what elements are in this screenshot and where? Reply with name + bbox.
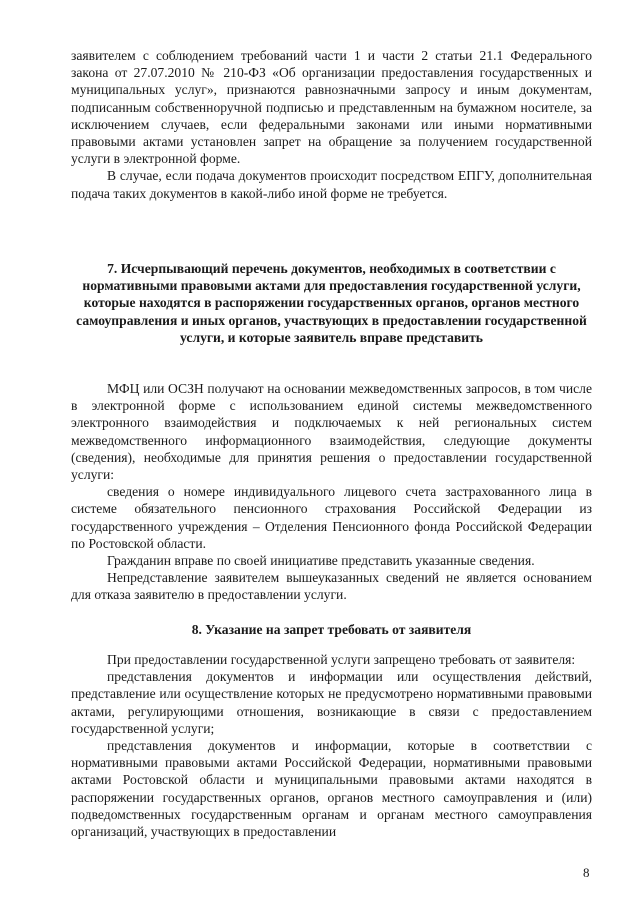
paragraph-prohibition-1: представления документов и информации или осуществления действий, представление или осуществление которых не предусмотрено нормативными правовыми актами, регулирующими отношения, возникающие в связи с предоставлением государственной услуги; bbox=[71, 669, 592, 736]
paragraph-continuation: заявителем с соблюдением требований части 1 и части 2 статьи 21.1 Федерального закона от 27.07.2010 № 210-ФЗ «Об организации предоставления государственных и муниципальных услуг», признаются равнозначными запросу и иным документам, подписанным собственноручной подписью и представленным на бумажном носителе, за исключением случаев, если федеральными законами или иными нормативными правовыми актами установлен запрет на обращение за получением государственной услуги в электронной форме. bbox=[71, 48, 592, 167]
section-8-heading: 8. Указание на запрет требовать от заявителя bbox=[191, 622, 472, 637]
paragraph-non-submission: Непредставление заявителем вышеуказанных сведений не является основанием для отказа заявителю в предоставлении услуги. bbox=[71, 570, 592, 603]
paragraph-prohibition-2: представления документов и информации, которые в соответствии с нормативными правовыми актами Российской Федерации, нормативными правовыми актами Ростовской области и муниципальными правовыми актами находятся в распоряжении государственных органов, органов местного самоуправления и (или) подведомственных государственным органам и органам местного самоуправления организаций, участвующих в предоставлении bbox=[71, 738, 592, 840]
intro-text bbox=[71, 47, 592, 202]
section-7-heading: 7. Исчерпывающий перечень документов, необходимых в соответствии с нормативными правовыми актами для предоставления государственной услуги, которые находятся в распоряжении государственных органов, органов местного самоуправления и иных органов, участвующих в предоставлении государственной услуги, и которые заявитель вправе представить bbox=[76, 261, 587, 345]
section-7-body bbox=[71, 380, 592, 604]
section-7-heading-block bbox=[71, 260, 592, 346]
paragraph-prohibition-intro: При предоставлении государственной услуги запрещено требовать от заявителя: bbox=[107, 652, 576, 667]
section-8-body bbox=[71, 651, 592, 840]
section-8-heading-block bbox=[71, 621, 592, 638]
paragraph-citizen-right: Гражданин вправе по своей инициативе представить указанные сведения. bbox=[107, 553, 535, 569]
page-number: 8 bbox=[583, 865, 590, 880]
paragraph-epgu: В случае, если подача документов происходит посредством ЕПГУ, дополнительная подача таких документов в какой-либо иной форме не требуется. bbox=[71, 168, 592, 201]
paragraph-interagency: МФЦ или ОСЗН получают на основании межведомственных запросов, в том числе в электронной форме с использованием единой системы межведомственного электронного взаимодействия и подключаемых к ней региональных систем межведомственного информационного взаимодействия, следующие документы (сведения), необходимые для принятия решения о предоставлении государственной услуги: bbox=[71, 381, 592, 483]
paragraph-snils-info: сведения о номере индивидуального лицевого счета застрахованного лица в системе обязательного пенсионного страхования Российской Федерации из государственного учреждения – Отделения Пенсионного фонда Российской Федерации по Ростовской области. bbox=[71, 484, 592, 551]
